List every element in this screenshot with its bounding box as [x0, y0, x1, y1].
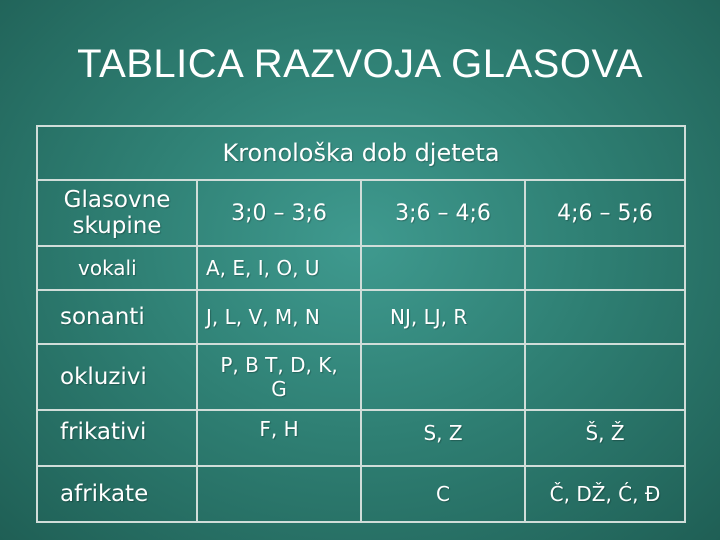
row-label-frikativi: frikativi — [37, 410, 197, 466]
cell-sonanti-2: NJ, LJ, R — [361, 290, 525, 344]
row-label-vokali: vokali — [37, 246, 197, 290]
age-column-2: 3;6 – 4;6 — [361, 180, 525, 246]
cell-afrikate-1 — [197, 466, 361, 522]
cell-frikativi-3: Š, Ž — [525, 410, 685, 466]
cell-okluzivi-2 — [361, 344, 525, 410]
header-sound-groups: Glasovne skupine — [37, 180, 197, 246]
cell-afrikate-3: Č, DŽ, Ć, Đ — [525, 466, 685, 522]
header-chronological-age: Kronološka dob djeteta — [37, 126, 685, 180]
age-column-1: 3;0 – 3;6 — [197, 180, 361, 246]
cell-okluzivi-3 — [525, 344, 685, 410]
cell-vokali-2 — [361, 246, 525, 290]
row-label-okluzivi: okluzivi — [37, 344, 197, 410]
speech-development-table — [36, 125, 686, 523]
row-label-afrikate: afrikate — [37, 466, 197, 522]
cell-afrikate-2: C — [361, 466, 525, 522]
cell-sonanti-1: J, L, V, M, N — [197, 290, 361, 344]
age-column-3: 4;6 – 5;6 — [525, 180, 685, 246]
cell-okluzivi-1: P, B T, D, K, G — [197, 344, 361, 410]
cell-frikativi-2: S, Z — [361, 410, 525, 466]
cell-vokali-3 — [525, 246, 685, 290]
page-title: TABLICA RAZVOJA GLASOVA — [77, 42, 643, 86]
cell-frikativi-1: F, H — [197, 410, 361, 466]
cell-vokali-1: A, E, I, O, U — [197, 246, 361, 290]
row-label-sonanti: sonanti — [37, 290, 197, 344]
cell-sonanti-3 — [525, 290, 685, 344]
